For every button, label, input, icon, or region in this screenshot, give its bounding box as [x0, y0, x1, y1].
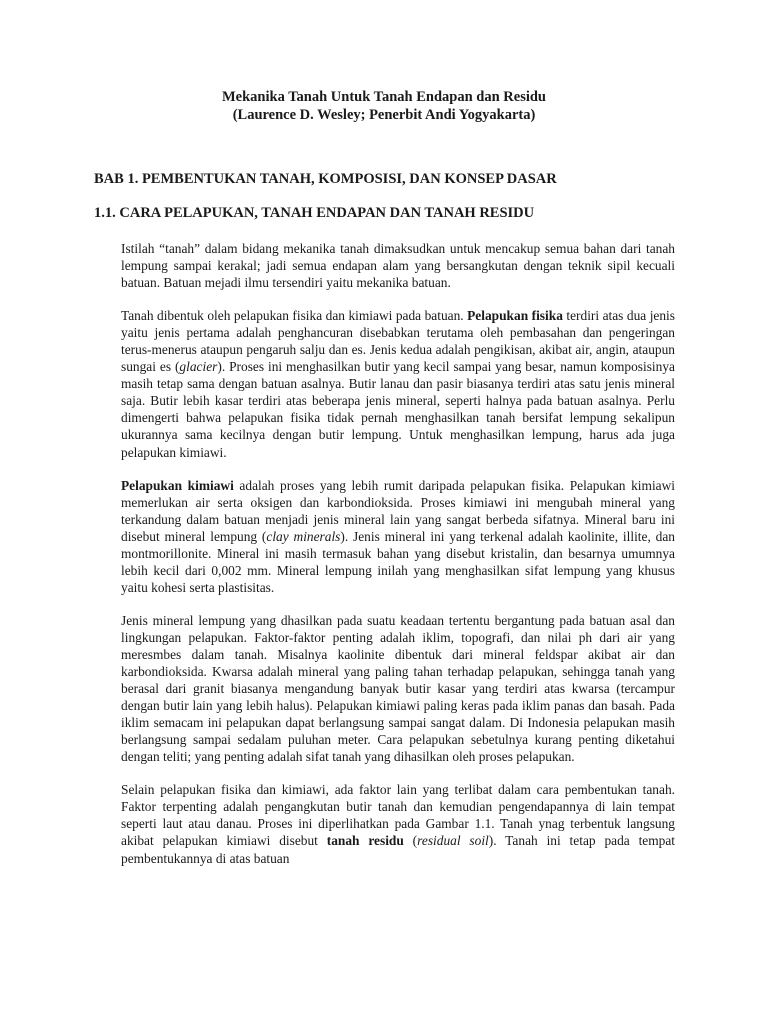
- term-residual-soil: residual soil: [417, 833, 489, 849]
- title-line-2: (Laurence D. Wesley; Penerbit Andi Yogyakarta): [232, 107, 536, 123]
- paragraph-4-text: Jenis mineral lempung yang dhasilkan pada suatu keadaan tertentu bergantung pada batuan asal dan lingkungan pelapukan. Faktor-faktor penting adalah iklim, topografi, dan nilai ph dari air yang meresmbes dalam tanah. Misalnya kaolinite dibentuk dari mineral feldspar akibat air dan karbondioksida. Kwarsa adalah mineral yang paling tahan terhadap pelapukan, sehingga tanah yang berasal dari granit biasanya mengandung banyak butir kasar yang terdiri atas kwarsa (tercampur dengan butir lain yang lebih halus). Pelapukan kimiawi paling keras pada iklim panas dan basah. Pada iklim semacam ini pelapukan dapat berlangsung sampai sangat dalam. Di Indonesia pelapukan masih berlangsung sampai sedalam puluhan meter. Cara pelapukan sebetulnya kurang penting diketahui dengan teliti; yang penting adalah sifat tanah yang dihasilkan oleh proses pelapukan.: [121, 612, 675, 765]
- paragraph-2: [121, 307, 675, 460]
- paragraph-1-text: Istilah “tanah” dalam bidang mekanika tanah dimaksudkan untuk mencakup semua bahan dari tanah lempung sampai kerakal; jadi semua endapan alam yang bersangkutan dengan teknik sipil kecuali batuan. Batuan mejadi ilmu tersendiri yaitu mekanika batuan.: [121, 241, 675, 291]
- paragraph-5-text-3: ). Tanah ini tetap pada tempat pembentukannya di atas batuan: [121, 833, 676, 866]
- term-tanah-residu: tanah residu: [326, 833, 404, 849]
- paragraph-5-text-2: (: [403, 833, 418, 849]
- section-heading: 1.1. CARA PELAPUKAN, TANAH ENDAPAN DAN TANAH RESIDU: [94, 205, 535, 221]
- document-title: [0, 88, 768, 124]
- chapter-heading: BAB 1. PEMBENTUKAN TANAH, KOMPOSISI, DAN KONSEP DASAR: [94, 171, 557, 187]
- paragraph-5-text-1: Selain pelapukan fisika dan kimiawi, ada faktor lain yang terlibat dalam cara pembentukan tanah. Faktor terpenting adalah pengangkutan butir tanah dan kemudian pengendapannya di lain tempat seperti laut atau danau. Proses ini diperlihatkan pada Gambar 1.1. Tanah ynag terbentuk langsung akibat pelapukan kimiawi disebut: [121, 782, 675, 849]
- body-text: [121, 240, 675, 883]
- paragraph-2-text-2: terdiri atas dua jenis yaitu jenis pertama adalah penghancuran disebabkan terutama oleh pembasahan dan pengeringan terus-menerus ataupun pengaruh salju dan es. Jenis kedua adalah pengikisan, akibat air, angin, ataupun sungai es (: [121, 308, 675, 375]
- term-clay-minerals: clay minerals: [266, 528, 341, 544]
- paragraph-1: [121, 240, 675, 291]
- paragraph-3: [121, 477, 675, 596]
- paragraph-4: [121, 612, 675, 765]
- paragraph-3-text-1: adalah proses yang lebih rumit daripada pelapukan fisika. Pelapukan kimiawi memerlukan air serta oksigen dan karbondioksida. Proses kimiawi ini mengubah mineral yang terkandung dalam batuan menjadi jenis mineral lain yang sangat berbeda sifatnya. Mineral baru ini disebut mineral lempung (: [121, 477, 675, 544]
- paragraph-2-text-1: Tanah dibentuk oleh pelapukan fisika dan kimiawi pada batuan.: [121, 308, 468, 324]
- term-pelapukan-fisika: Pelapukan fisika: [467, 308, 563, 324]
- term-glacier: glacier: [179, 359, 218, 375]
- paragraph-3-text-2: ). Jenis mineral ini yang terkenal adalah kaolinite, illite, dan montmorillonite. Mineral ini masih termasuk bahan yang disebut kristalin, dan besarnya umumnya lebih kecil dari 0,002 mm. Mineral lempung inilah yang menghasilkan sifat lempung yang khusus yaitu kohesi serta plastisitas.: [121, 528, 675, 595]
- paragraph-5: [121, 781, 675, 866]
- paragraph-2-text-3: ). Proses ini menghasilkan butir yang kecil sampai yang besar, namun komposisinya masih tetap sama dengan batuan asalnya. Butir lanau dan pasir biasanya terdiri atas satu jenis mineral saja. Butir lebih kasar terdiri atas beberapa jenis mineral, seperti halnya pada batuan asalnya. Perlu dimengerti bahwa pelapukan fisika tidak pernah menghasilkan tanah bersifat lempung sekalipun ukurannya sama kecilnya dengan butir lempung. Untuk menghasilkan lempung, harus ada juga pelapukan kimiawi.: [121, 359, 675, 460]
- term-pelapukan-kimiawi: Pelapukan kimiawi: [121, 477, 234, 493]
- title-line-1: Mekanika Tanah Untuk Tanah Endapan dan Residu: [221, 89, 546, 105]
